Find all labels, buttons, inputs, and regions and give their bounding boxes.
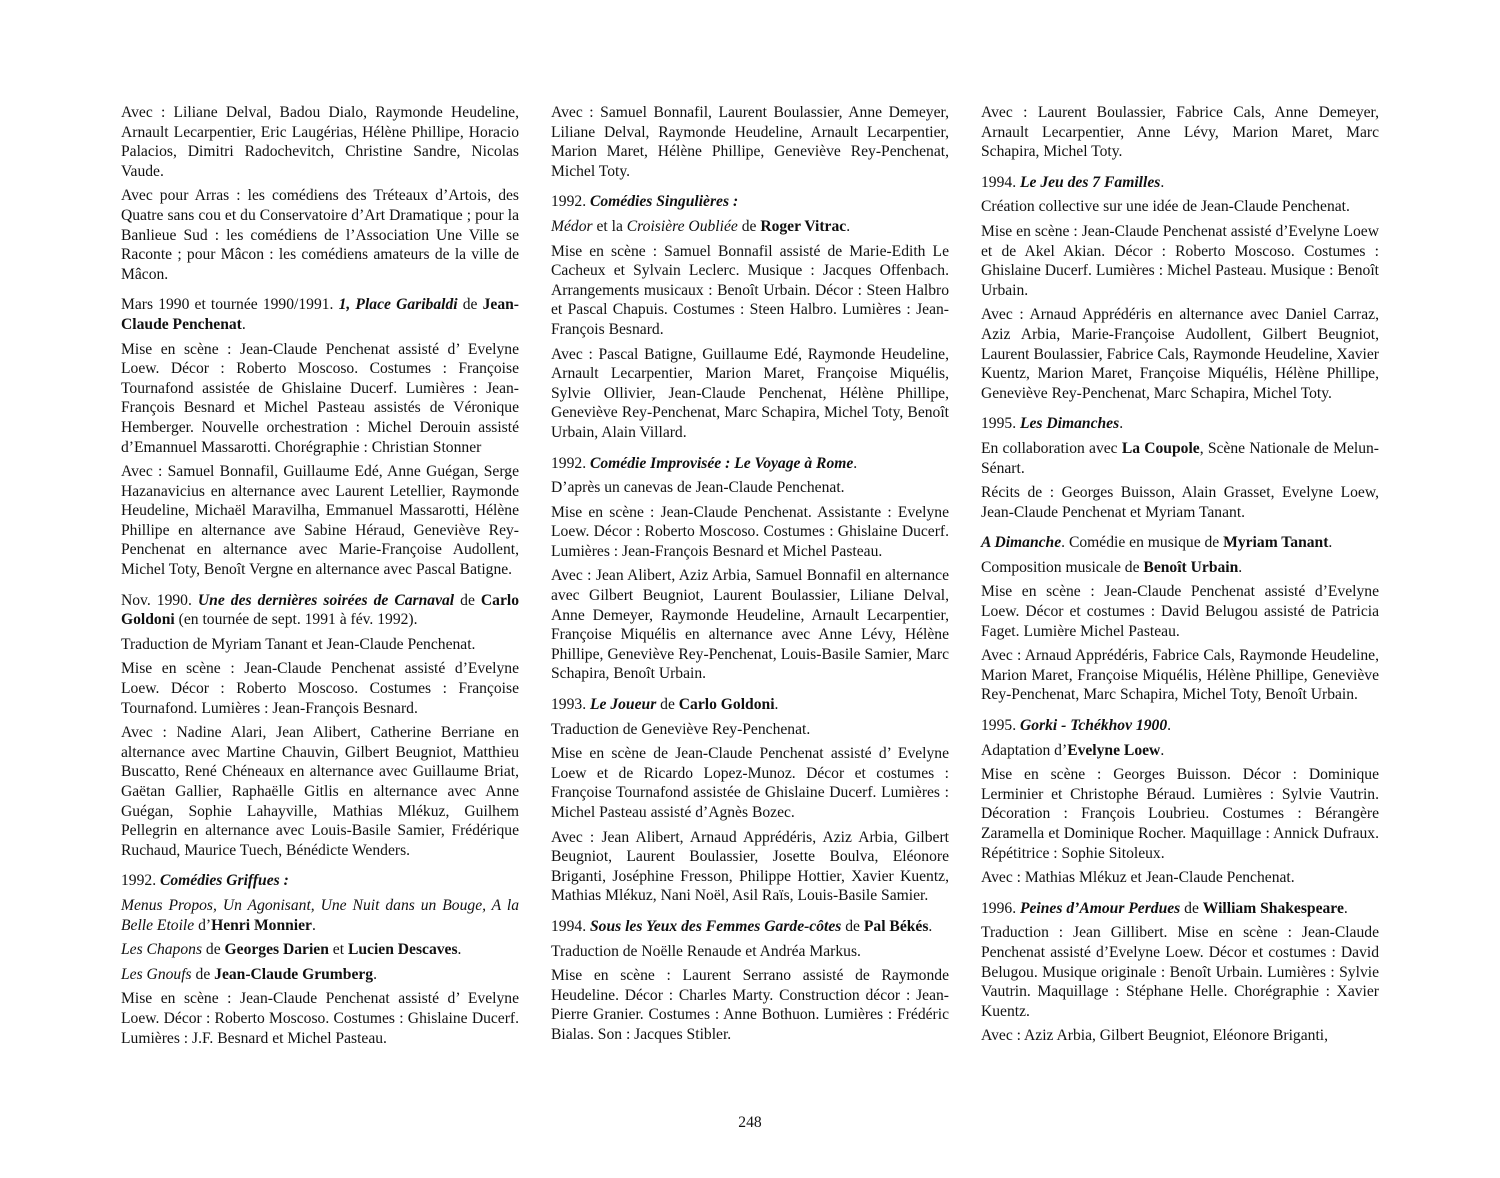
text-run: . Comédie en musique de xyxy=(1061,534,1224,552)
text-run: Traduction de Noëlle Renaude et Andréa Markus. xyxy=(551,942,861,960)
styled-text-run: Henri Monnier xyxy=(211,916,312,934)
text-run: Avec pour Arras : les comédiens des Tréteaux d’Artois, des Quatre sans cou et du Conservatoire d’Art Dramatique ; pour la Banlieue Sud : les comédiens de l’Association Une Ville se Raconte ; pour Mâcon : les comédiens amateurs de la ville de Mâcon. xyxy=(121,187,519,283)
styled-text-run: Comédies Singulières : xyxy=(589,193,739,211)
text-run: . xyxy=(1167,717,1172,735)
paragraph xyxy=(551,942,949,962)
paragraph xyxy=(551,217,949,237)
styled-text-run: Jean-Claude Penchenat xyxy=(121,296,519,333)
entry-heading xyxy=(981,173,1379,193)
text-run: 1995. xyxy=(981,717,1020,735)
entry-heading xyxy=(551,192,949,212)
entry-heading xyxy=(981,899,1379,919)
text-run: Nov. 1990. xyxy=(121,591,198,609)
text-run: Avec : Samuel Bonnafil, Laurent Boulassier, Anne Demeyer, Liliane Delval, Raymonde Heudeline, Arnault Lecarpentier, Marion Maret, Hélène Phillipe, Geneviève Rey-Penchenat, Michel Toty. xyxy=(551,104,949,180)
text-run: Mise en scène : Jean-Claude Penchenat assisté d’ Evelyne Loew. Décor : Roberto Moscoso. Costumes : Ghislaine Ducerf. Lumières : J.F. Besnard et Michel Pasteau. xyxy=(121,990,519,1047)
styled-text-run: William Shakespeare xyxy=(1202,899,1344,917)
paragraph xyxy=(551,242,949,340)
text-run: Avec : Jean Alibert, Aziz Arbia, Samuel Bonnafil en alternance avec Gilbert Beugniot, Laurent Boulassier, Liliane Delval, Anne Demeyer, Raymonde Heudeline, Arnault Lecarpentier, Françoise Miquélis en alternance avec Anne Lévy, Hélène Phillipe, Geneviève Rey-Penchenat, Louis-Basile Samier, Marc Schapira, Benoît Urbain. xyxy=(551,567,949,683)
styled-text-run: Myriam Tanant xyxy=(1223,534,1329,552)
paragraph xyxy=(551,478,949,498)
styled-text-run: Croisière Oubliée xyxy=(626,217,738,235)
text-run: Avec : Jean Alibert, Arnaud Apprédéris, Aziz Arbia, Gilbert Beugniot, Laurent Boulassier, Josette Boulva, Eléonore Briganti, Joséphine Fresson, Philippe Hottier, Xavier Kuentz, Mathias Mlékuz, Nani Noël, Asil Raïs, Louis-Basile Samier. xyxy=(551,828,949,905)
text-run: 1996. xyxy=(981,899,1020,917)
text-run: Avec : Aziz Arbia, Gilbert Beugniot, Eléonore Briganti, xyxy=(981,1027,1329,1045)
paragraph xyxy=(981,305,1379,403)
paragraph xyxy=(121,723,519,860)
text-run: . xyxy=(1160,173,1165,191)
paragraph xyxy=(981,1026,1379,1046)
text-run: Avec : Mathias Mlékuz et Jean-Claude Penchenat. xyxy=(981,869,1295,887)
text-run: (en tournée de sept. 1991 à fév. 1992). xyxy=(174,611,418,629)
text-run: . xyxy=(928,917,933,935)
entry-heading xyxy=(981,533,1379,553)
styled-text-run: Carlo Goldoni xyxy=(678,696,775,714)
styled-text-run: 1, Place Garibaldi xyxy=(338,296,458,314)
text-run: 1992. xyxy=(121,872,160,890)
paragraph xyxy=(981,103,1379,162)
styled-text-run: Carlo Goldoni xyxy=(121,591,520,629)
text-run: de xyxy=(841,917,864,935)
text-run: de xyxy=(202,941,225,959)
paragraph xyxy=(981,741,1379,761)
paragraph xyxy=(121,340,519,458)
text-run: , Scène Nationale de Melun-Sénart. xyxy=(981,439,1379,477)
paragraph xyxy=(551,966,949,1044)
styled-text-run: Georges Darien xyxy=(224,941,329,959)
text-run: . xyxy=(1160,741,1165,759)
styled-text-run: Comédie Improvisée : Le Voyage à Rome xyxy=(589,454,854,472)
paragraph xyxy=(551,720,949,740)
text-run: D’après un canevas de Jean-Claude Penchenat. xyxy=(551,479,845,497)
styled-text-run: A Dimanche xyxy=(981,534,1062,552)
text-run: Récits de : Georges Buisson, Alain Grasset, Evelyne Loew, Jean-Claude Penchenat et Myriam Tanant. xyxy=(981,484,1379,521)
styled-text-run: Le Joueur xyxy=(589,696,657,714)
paragraph xyxy=(551,345,949,443)
entry-heading xyxy=(551,917,949,937)
paragraph xyxy=(121,103,519,181)
text-run: Avec : Samuel Bonnafil, Guillaume Edé, Anne Guégan, Serge Hazanavicius en alternance avec Laurent Letellier, Raymonde Heudeline, Michaël Maravilha, Emmanuel Massarotti, Hélène Phillipe en alternance ave Sabine Héraud, Geneviève Rey-Penchenat en alternance avec Marie-Françoise Audollent, Michel Toty, Benoît Vergne en alternance avec Pascal Batigne. xyxy=(121,463,519,579)
text-run: et xyxy=(328,941,348,959)
text-run: Mars 1990 et tournée 1990/1991. xyxy=(121,296,339,314)
paragraph xyxy=(981,558,1379,578)
styled-text-run: Sous les Yeux des Femmes Garde-côtes xyxy=(589,917,842,935)
text-run: Avec : Liliane Delval, Badou Dialo, Raymonde Heudeline, Arnault Lecarpentier, Eric Laugérias, Hélène Phillipe, Horacio Palacios, Dimitri Radochevitch, Christine Sandre, Nicolas Vaude. xyxy=(121,104,519,180)
paragraph xyxy=(121,186,519,284)
styled-text-run: Lucien Descaves xyxy=(347,941,458,959)
paragraph xyxy=(551,566,949,684)
paragraph xyxy=(121,940,519,960)
text-run: Mise en scène : Jean-Claude Penchenat assisté d’Evelyne Loew. Décor et costumes : David Belugou assisté de Patricia Faget. Lumière Michel Pasteau. xyxy=(981,583,1379,640)
styled-text-run: Roger Vitrac xyxy=(760,217,847,235)
text-run: de xyxy=(1180,899,1203,917)
text-run: Mise en scène : Jean-Claude Penchenat assisté d’Evelyne Loew et de Akel Akian. Décor : Roberto Moscoso. Costumes : Ghislaine Ducerf. Lumières : Michel Pasteau. Musique : Benoît Urbain. xyxy=(981,222,1379,299)
text-run: . xyxy=(1238,558,1243,576)
text-run: 1992. xyxy=(551,454,590,472)
styled-text-run: Les Chapons xyxy=(121,941,203,959)
text-run: . xyxy=(373,965,378,983)
text-run: . xyxy=(457,941,462,959)
paragraph xyxy=(981,923,1379,1021)
text-run: . xyxy=(1328,534,1333,552)
entry-heading xyxy=(551,695,949,715)
text-run: En collaboration avec xyxy=(981,439,1122,457)
text-run: Traduction de Geneviève Rey-Penchenat. xyxy=(551,720,811,738)
text-run: de xyxy=(191,965,215,983)
text-run: 1995. xyxy=(981,415,1020,433)
text-run: de xyxy=(737,217,761,235)
text-run: 1994. xyxy=(551,917,590,935)
styled-text-run: Médor xyxy=(551,217,593,235)
entry-heading xyxy=(121,295,519,334)
paragraph xyxy=(121,462,519,580)
text-run: . xyxy=(1119,415,1124,433)
paragraph xyxy=(981,868,1379,888)
text-run: . xyxy=(311,916,316,934)
text-run: Avec : Nadine Alari, Jean Alibert, Catherine Berriane en alternance avec Martine Chauvin, Gilbert Beugniot, Matthieu Buscatto, René Chéneaux en alternance avec Guillaume Briat, Gaëtan Gallier, Raphaëlle Gitlis en alternance avec Anne Guégan, Sophie Lahayville, Mathias Mlékuz, Guilhem Pellegrin en alternance avec Louis-Basile Samier, Frédérique Ruchaud, Maurice Tuech, Bénédicte Wenders. xyxy=(121,724,519,859)
paragraph xyxy=(121,896,519,935)
paragraph xyxy=(981,582,1379,641)
text-run: de xyxy=(457,296,483,314)
entry-heading xyxy=(121,871,519,891)
paragraph xyxy=(551,503,949,562)
paragraph xyxy=(121,635,519,655)
paragraph xyxy=(981,439,1379,478)
text-run: Adaptation d’ xyxy=(981,741,1068,759)
entry-heading xyxy=(981,414,1379,434)
text-run: . xyxy=(241,315,246,333)
text-run: Avec : Laurent Boulassier, Fabrice Cals, Anne Demeyer, Arnault Lecarpentier, Anne Lévy, Marion Maret, Marc Schapira, Michel Toty. xyxy=(981,104,1379,161)
styled-text-run: Pal Békés xyxy=(863,917,929,935)
styled-text-run: Peines d’Amour Perdues xyxy=(1019,899,1181,917)
text-run: Avec : Pascal Batigne, Guillaume Edé, Raymonde Heudeline, Arnault Lecarpentier, Marion Maret, Françoise Miquélis, Sylvie Ollivier, Jean-Claude Penchenat, Hélène Phillipe, Geneviève Rey-Penchenat, Marc Schapira, Michel Toty, Benoît Urbain, Alain Villard. xyxy=(551,345,949,441)
styled-text-run: Gorki - Tchékhov 1900 xyxy=(1019,717,1168,735)
styled-text-run: Evelyne Loew xyxy=(1067,741,1161,759)
text-run: Mise en scène : Georges Buisson. Décor : Dominique Lerminier et Christophe Béraud. Lumières : Sylvie Vautrin. Décoration : François Loubrieu. Costumes : Bérangère Zaramella et Dominique Rocher. Maquillage : Annick Dufraux. Répétitrice : Sophie Sitoleux. xyxy=(981,766,1379,862)
styled-text-run: Menus Propos, Un Agonisant, Une Nuit dans un Bouge, A la Belle Etoile xyxy=(121,896,519,934)
styled-text-run: Comédies Griffues : xyxy=(159,872,289,890)
paragraph xyxy=(981,222,1379,300)
paragraph xyxy=(551,828,949,906)
text-run: Traduction : Jean Gillibert. Mise en scène : Jean-Claude Penchenat assisté d’Evelyne Loew. Décor et costumes : David Belugou. Musique originale : Benoît Urbain. Lumières : Sylvie Vautrin. Maquillage : Stéphane Helle. Chorégraphie : Xavier Kuentz. xyxy=(981,924,1379,1020)
text-run: Mise en scène : Jean-Claude Penchenat. Assistante : Evelyne Loew. Décor : Roberto Moscoso. Costumes : Ghislaine Ducerf. Lumières : Jean-François Besnard et Michel Pasteau. xyxy=(551,503,949,560)
text-run: . xyxy=(1343,899,1348,917)
entry-heading xyxy=(551,454,949,474)
text-run: et la xyxy=(592,217,627,235)
entry-heading xyxy=(981,716,1379,736)
text-run: Avec : Arnaud Apprédéris, Fabrice Cals, Raymonde Heudeline, Marion Maret, Françoise Miquélis, Hélène Phillipe, Geneviève Rey-Penchenat, Marc Schapira, Michel Toty, Benoît Urbain. xyxy=(981,647,1379,704)
entry-heading xyxy=(121,591,519,630)
text-run: 1993. xyxy=(551,696,590,714)
styled-text-run: Benoît Urbain xyxy=(1143,558,1239,576)
text-run: Avec : Arnaud Apprédéris en alternance avec Daniel Carraz, Aziz Arbia, Marie-Françoise Audollent, Gilbert Beugniot, Laurent Boulassier, Fabrice Cals, Raymonde Heudeline, Xavier Kuentz, Marion Maret, Françoise Miquélis, Hélène Phillipe, Geneviève Rey-Penchenat, Marc Schapira, Michel Toty. xyxy=(981,306,1379,402)
text-run: . xyxy=(853,454,858,472)
text-run: Mise en scène : Jean-Claude Penchenat assisté d’ Evelyne Loew. Décor : Roberto Moscoso. Costumes : Françoise Tournafond assistée de Ghislaine Ducerf. Lumières : Jean-François Besnard et Michel Pasteau assistés de Véronique Hemberger. Nouvelle orchestration : Michel Derouin assisté d’Emannuel Massarotti. Chorégraphie : Christian Stonner xyxy=(121,340,519,456)
text-run: Mise en scène : Jean-Claude Penchenat assisté d’Evelyne Loew. Décor : Roberto Moscoso. Costumes : Françoise Tournafond. Lumières : Jean-François Besnard. xyxy=(121,660,519,717)
paragraph xyxy=(551,744,949,822)
text-column-1 xyxy=(121,103,519,1053)
paragraph xyxy=(121,965,519,985)
paragraph xyxy=(981,197,1379,217)
text-run: Composition musicale de xyxy=(981,558,1144,576)
text-run: Mise en scène : Laurent Serrano assisté de Raymonde Heudeline. Décor : Charles Marty. Construction décor : Jean-Pierre Granier. Costumes : Anne Bothuon. Lumières : Frédéric Bialas. Son : Jacques Stibler. xyxy=(551,967,949,1043)
styled-text-run: Une des dernières soirées de Carnaval xyxy=(197,591,455,609)
text-run: de xyxy=(454,591,481,609)
text-run: Traduction de Myriam Tanant et Jean-Claude Penchenat. xyxy=(121,635,476,653)
styled-text-run: Les Gnoufs xyxy=(121,965,192,983)
paragraph xyxy=(551,103,949,181)
styled-text-run: Le Jeu des 7 Familles xyxy=(1019,173,1161,191)
text-column-3 xyxy=(981,103,1379,1051)
page-number: 248 xyxy=(738,1114,762,1131)
text-run: Mise en scène : Samuel Bonnafil assisté de Marie-Edith Le Cacheux et Sylvain Leclerc. Musique : Jacques Offenbach. Arrangements musicaux : Benoît Urbain. Décor : Steen Halbro et Pascal Chapuis. Costumes : Steen Halbro. Lumières : Jean-François Besnard. xyxy=(551,242,949,338)
text-run: . xyxy=(846,217,851,235)
paragraph xyxy=(121,659,519,718)
text-run: . xyxy=(774,696,779,714)
styled-text-run: La Coupole xyxy=(1121,439,1200,457)
text-run: de xyxy=(656,696,679,714)
paragraph xyxy=(981,765,1379,863)
styled-text-run: Les Dimanches xyxy=(1019,415,1120,433)
paragraph xyxy=(121,989,519,1048)
text-column-2 xyxy=(551,103,949,1050)
paragraph xyxy=(981,646,1379,705)
paragraph xyxy=(981,483,1379,522)
text-run: d’ xyxy=(194,916,212,934)
styled-text-run: Jean-Claude Grumberg xyxy=(214,965,374,983)
text-run: Création collective sur une idée de Jean-Claude Penchenat. xyxy=(981,198,1350,216)
text-run: Mise en scène de Jean-Claude Penchenat assisté d’ Evelyne Loew et de Ricardo Lopez-Munoz. Décor et costumes : Françoise Tournafond assistée de Ghislaine Ducerf. Lumières : Michel Pasteau assisté d’Agnès Bozec. xyxy=(551,745,949,821)
text-run: 1992. xyxy=(551,193,590,211)
text-run: 1994. xyxy=(981,173,1020,191)
